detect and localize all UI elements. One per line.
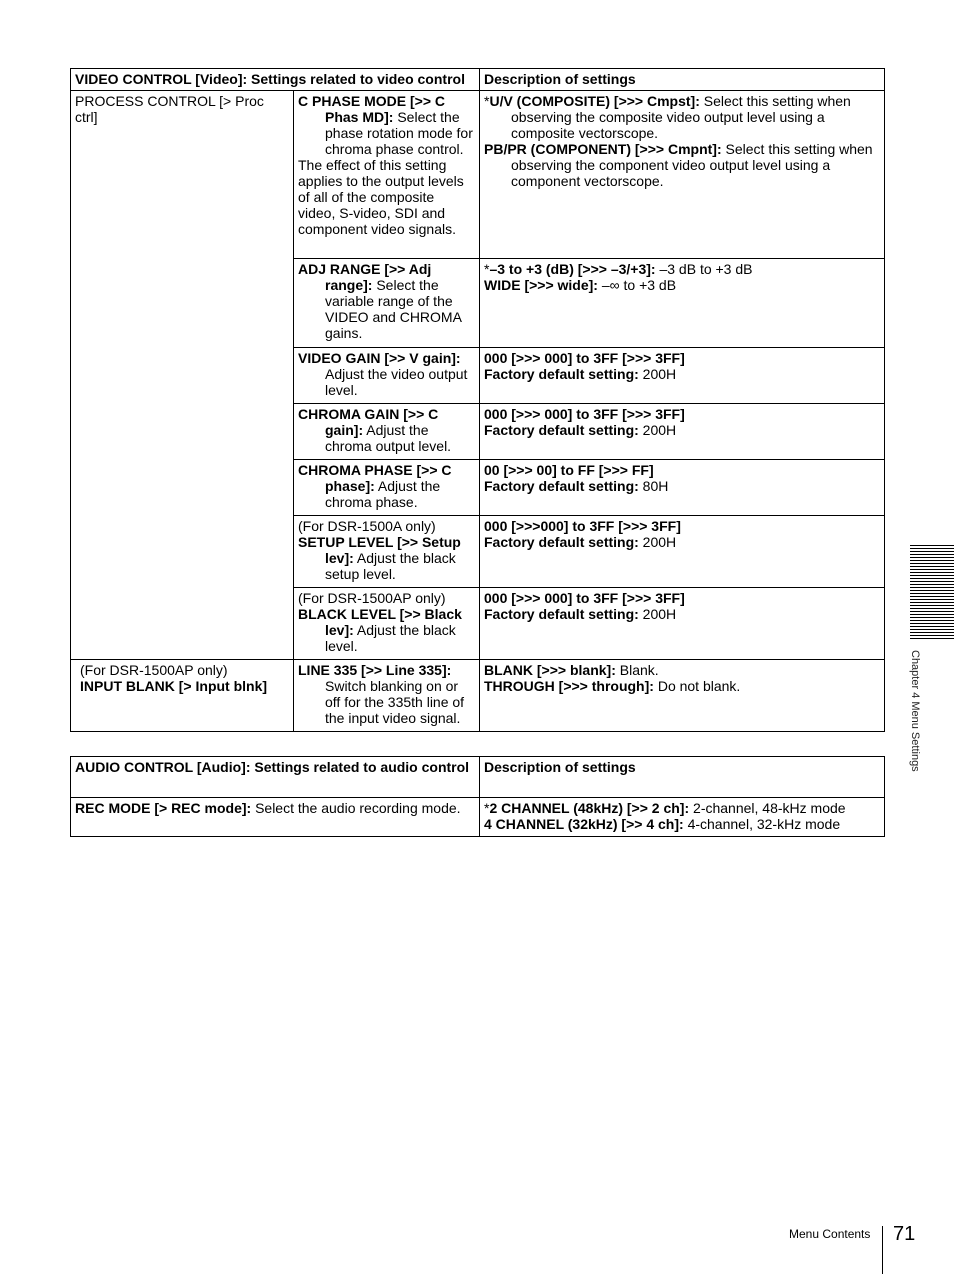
video-table-header [71,69,885,91]
input-blank-model-note: (For DSR-1500AP only) [80,662,228,678]
default-value: 200H [638,422,677,438]
default-label: Factory default setting: [484,534,639,550]
audio-table-header-left: AUDIO CONTROL [Audio]: Settings related to audio control [71,757,480,798]
default-star: * [484,261,490,277]
adj-range-options [480,259,885,348]
rec-mode-option-4ch [484,816,880,832]
video-gain-desc: Adjust the video output level. [325,366,468,398]
c-phase-mode-item [298,93,475,157]
adj-range-name: ADJ RANGE [>> Adj range]: [298,261,432,293]
c-phase-option-component [484,141,880,189]
line-335-desc: Switch blanking on or off for the 335th line of the input video signal. [325,678,465,726]
footer-divider [882,1226,883,1274]
option-desc: –3 dB to +3 dB [655,261,753,277]
chroma-phase-cell [294,460,480,516]
black-level-desc: Adjust the black level. [325,622,456,654]
rec-mode-name: REC MODE [> REC mode]: [75,800,252,816]
page-number: 71 [893,1223,916,1245]
adj-range-option-narrow [484,261,880,277]
chroma-phase-item [298,462,475,510]
default-star: * [484,93,490,109]
audio-table-header-right: Description of settings [480,757,885,798]
black-level-model-note: (For DSR-1500AP only) [298,590,446,606]
default-label: Factory default setting: [484,606,639,622]
setup-level-item [298,534,475,582]
setup-level-name: SETUP LEVEL [>> Setup lev]: [298,534,461,566]
audio-table-header [71,757,885,798]
chapter-side-text: Chapter 4 Menu Settings [909,650,921,772]
adj-range-option-wide [484,277,880,293]
option-name: WIDE [>>> wide]: [484,277,598,293]
c-phase-mode-options [480,91,885,259]
line-335-options [480,660,885,732]
video-table-header-right: Description of settings [480,69,885,91]
option-name: 4 CHANNEL (32kHz) [>> 4 ch]: [484,816,684,832]
option-name: PB/PR (COMPONENT) [>>> Cmpnt]: [484,141,722,157]
input-blank-name: INPUT BLANK [> Input blnk] [80,678,268,694]
option-desc: Select this setting when observing the component video output level using a component vectorscope. [511,141,873,189]
black-level-values [480,588,885,660]
rec-mode-desc: Select the audio recording mode. [251,800,461,816]
line-335-option-through [484,678,880,694]
c-phase-mode-desc: Select the phase rotation mode for chroma phase control. [325,109,473,157]
option-name: –3 to +3 (dB) [>>> –3/+3]: [489,261,656,277]
adj-range-desc: Select the variable range of the VIDEO and CHROMA gains. [325,277,462,341]
setup-level-model-note: (For DSR-1500A only) [298,518,436,534]
option-name: U/V (COMPOSITE) [>>> Cmpst]: [489,93,700,109]
line-335-item [298,662,475,726]
option-name: BLANK [>>> blank]: [484,662,616,678]
chroma-gain-item [298,406,475,454]
black-level-cell [294,588,480,660]
chroma-phase-values [480,460,885,516]
black-level-default [484,606,880,622]
setup-level-values [480,516,885,588]
rec-mode-options [480,798,885,837]
default-value: 80H [638,478,669,494]
line-335-name: LINE 335 [>> Line 335]: [298,662,452,678]
chapter-side-label [908,650,926,790]
default-label: Factory default setting: [484,478,639,494]
setup-level-desc: Adjust the black setup level. [325,550,456,582]
table-row [71,660,885,732]
rec-mode-cell [71,798,480,837]
rec-mode-option-2ch [484,800,880,816]
line-335-cell [294,660,480,732]
default-value: 200H [638,534,677,550]
chroma-phase-default [484,478,880,494]
chroma-phase-range: 00 [>>> 00] to FF [>>> FF] [484,462,654,478]
adj-range-item [298,261,475,341]
c-phase-mode-cell [294,91,480,259]
video-gain-name: VIDEO GAIN [>> V gain]: [298,350,461,366]
setup-level-default [484,534,880,550]
video-gain-default [484,366,880,382]
default-value: 200H [638,606,677,622]
table-row [71,798,885,837]
chroma-gain-desc: Adjust the chroma output level. [325,422,452,454]
video-control-table [70,68,885,732]
process-control-cell: PROCESS CONTROL [> Proc ctrl] [71,91,294,660]
black-level-item [298,606,475,654]
video-table-header-left: VIDEO CONTROL [Video]: Settings related to video control [71,69,480,91]
chroma-gain-range: 000 [>>> 000] to 3FF [>>> 3FF] [484,406,685,422]
chroma-gain-default [484,422,880,438]
c-phase-mode-note: The effect of this setting applies to the output levels of all of the composite video, S-video, SDI and component video signals. [298,157,464,237]
chroma-gain-values [480,404,885,460]
default-label: Factory default setting: [484,366,639,382]
option-desc: Select this setting when observing the composite video output level using a composite vectorscope. [511,93,851,141]
video-gain-range: 000 [>>> 000] to 3FF [>>> 3FF] [484,350,685,366]
adj-range-cell [294,259,480,348]
option-name: 2 CHANNEL (48kHz) [>> 2 ch]: [489,800,690,816]
chroma-phase-desc: Adjust the chroma phase. [325,478,441,510]
option-desc: 4-channel, 32-kHz mode [683,816,841,832]
option-desc: Blank. [615,662,659,678]
chroma-gain-name: CHROMA GAIN [>> C gain]: [298,406,439,438]
setup-level-cell [294,516,480,588]
table-row [71,91,885,259]
chapter-tab-marker [910,545,954,639]
option-desc: Do not blank. [653,678,741,694]
c-phase-option-composite [484,93,880,141]
default-label: Factory default setting: [484,422,639,438]
line-335-option-blank [484,662,880,678]
chapter-tab-lines [910,545,954,639]
c-phase-mode-name: C PHASE MODE [>> C Phas MD]: [298,93,446,125]
black-level-name: BLACK LEVEL [>> Black lev]: [298,606,462,638]
video-gain-values [480,348,885,404]
input-blank-cell [71,660,294,732]
chroma-gain-cell [294,404,480,460]
audio-control-table [70,756,885,837]
black-level-range: 000 [>>> 000] to 3FF [>>> 3FF] [484,590,685,606]
option-name: THROUGH [>>> through]: [484,678,654,694]
default-value: 200H [638,366,677,382]
option-desc: 2-channel, 48-kHz mode [689,800,846,816]
option-desc: –∞ to +3 dB [597,277,677,293]
footer-section-label: Menu Contents [789,1227,871,1241]
chroma-phase-name: CHROMA PHASE [>> C phase]: [298,462,452,494]
setup-level-range: 000 [>>>000] to 3FF [>>> 3FF] [484,518,681,534]
default-star: * [484,800,490,816]
video-gain-cell [294,348,480,404]
video-gain-item [298,350,475,398]
